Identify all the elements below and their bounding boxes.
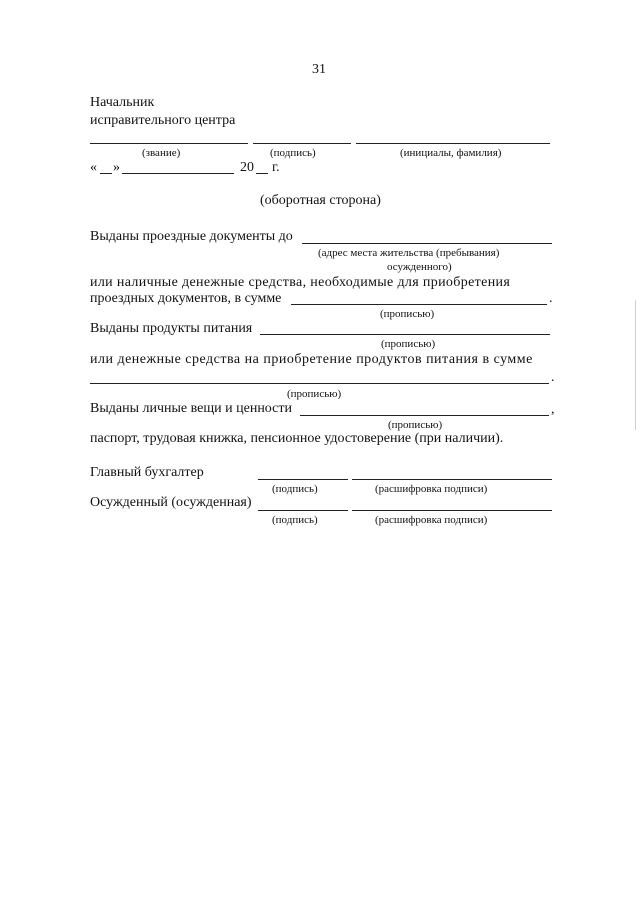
food-cash-end: . — [551, 370, 555, 385]
day-line[interactable] — [100, 173, 112, 174]
travel-caption-line2: осужденного) — [387, 261, 452, 273]
travel-caption-line1: (адрес места жительства (пребывания) — [318, 247, 500, 259]
accountant-signature-caption: (подпись) — [272, 483, 318, 495]
cash-travel-amount-line[interactable] — [291, 304, 547, 305]
cash-travel-line1: или наличные денежные средства, необходимые для приобретения — [90, 275, 511, 290]
personal-documents: паспорт, трудовая книжка, пенсионное удостоверение (при наличии). — [90, 431, 504, 446]
food-cash-line: или денежные средства на приобретение продуктов питания в сумме — [90, 352, 533, 367]
header-title-line1: Начальник — [90, 95, 155, 110]
initials-line[interactable] — [356, 143, 550, 144]
travel-docs-label: Выданы проездные документы до — [90, 229, 293, 244]
signature-caption: (подпись) — [270, 147, 316, 159]
date-close-quote: » — [113, 160, 120, 175]
signature-line[interactable] — [253, 143, 351, 144]
cash-travel-caption: (прописью) — [380, 308, 435, 320]
accountant-signature-line[interactable] — [258, 479, 348, 480]
food-caption: (прописью) — [381, 338, 436, 350]
travel-address-line[interactable] — [302, 243, 552, 244]
food-cash-caption: (прописью) — [287, 388, 342, 400]
food-amount-line[interactable] — [260, 334, 550, 335]
reverse-side-heading: (оборотная сторона) — [260, 193, 381, 208]
convict-decoding-line[interactable] — [352, 510, 552, 511]
convict-decoding-caption: (расшифровка подписи) — [375, 514, 488, 526]
convict-signature-caption: (подпись) — [272, 514, 318, 526]
personal-caption: (прописью) — [388, 419, 443, 431]
rank-line[interactable] — [90, 143, 248, 144]
year-prefix: 20 — [240, 160, 254, 175]
rank-caption: (звание) — [142, 147, 181, 159]
accountant-decoding-caption: (расшифровка подписи) — [375, 483, 488, 495]
header-title-line2: исправительного центра — [90, 113, 236, 128]
convict-signature-line[interactable] — [258, 510, 348, 511]
cash-travel-end: . — [549, 291, 553, 306]
page-number: 31 — [312, 62, 326, 77]
cash-travel-line2: проездных документов, в сумме — [90, 291, 282, 306]
initials-caption: (инициалы, фамилия) — [400, 147, 502, 159]
scan-edge — [635, 300, 636, 430]
food-label: Выданы продукты питания — [90, 321, 253, 336]
personal-label: Выданы личные вещи и ценности — [90, 401, 292, 416]
year-line[interactable] — [256, 173, 268, 174]
personal-end: , — [551, 402, 555, 417]
accountant-label: Главный бухгалтер — [90, 465, 204, 480]
food-cash-amount-line[interactable] — [90, 383, 549, 384]
personal-amount-line[interactable] — [300, 415, 549, 416]
convict-label: Осужденный (осужденная) — [90, 495, 252, 510]
date-open-quote: « — [90, 160, 97, 175]
accountant-decoding-line[interactable] — [352, 479, 552, 480]
year-suffix: г. — [272, 160, 280, 175]
month-line[interactable] — [122, 173, 234, 174]
